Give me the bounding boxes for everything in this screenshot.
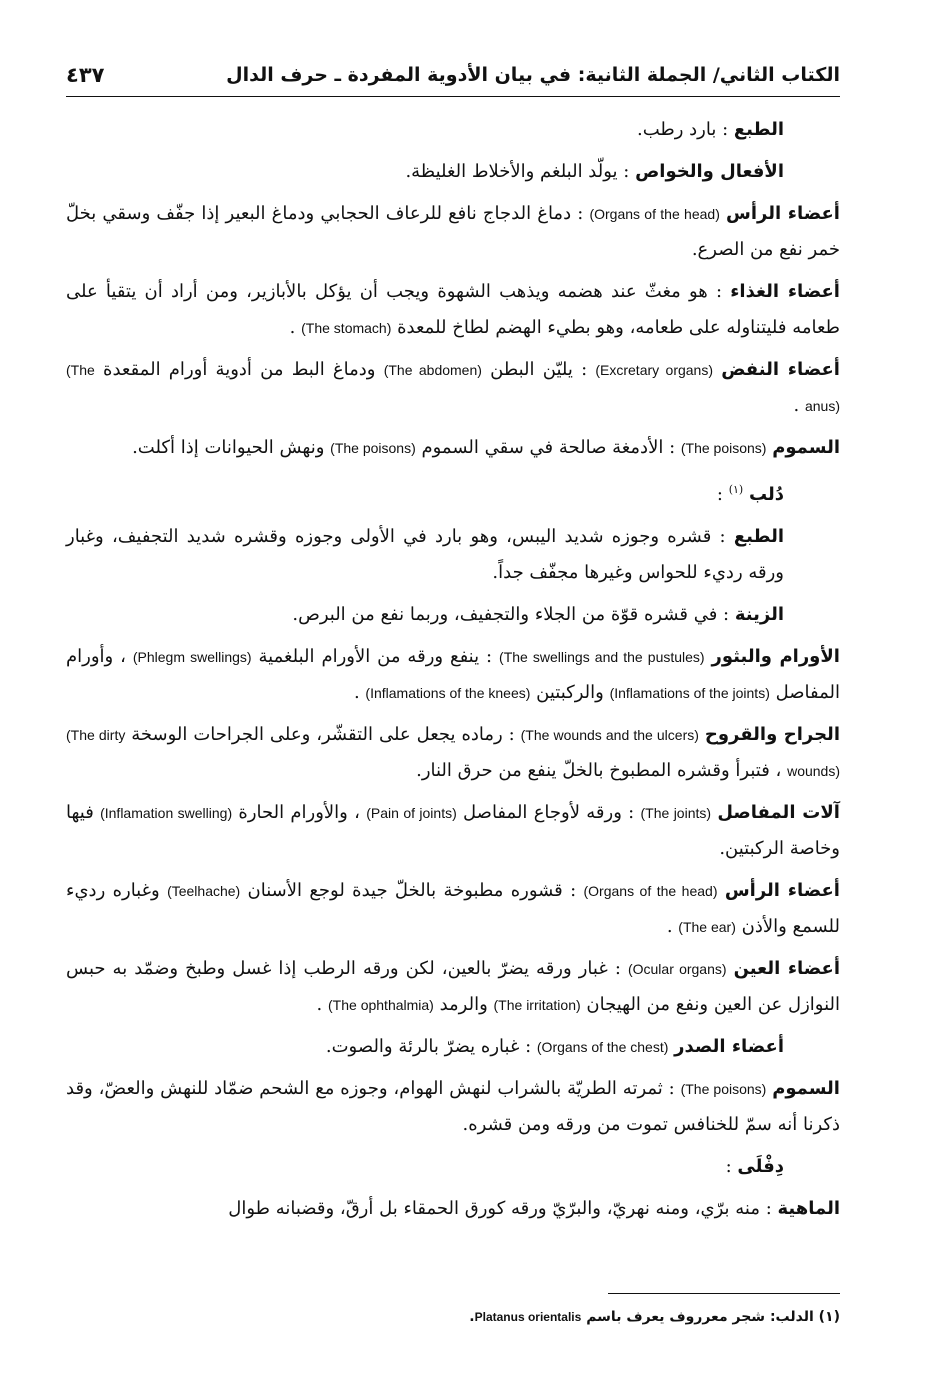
- section-term: الطبع: [733, 119, 784, 140]
- english-gloss: (Teelhache): [167, 883, 241, 899]
- entry-paragraph: [66, 1191, 840, 1227]
- section-term: الأورام والبثور: [711, 646, 840, 667]
- entry-text: : قشره وجوزه شديد اليبس، وهو بارد في الأولى وجوزه وقشره شديد التجفيف، وغبار ورقه رديء للحواس وغيرها مجفّف جداً.: [66, 526, 784, 583]
- english-gloss: (Organs of the head): [583, 883, 718, 899]
- english-gloss: (The ear): [678, 919, 736, 935]
- entry-paragraph: [66, 1071, 840, 1143]
- footnote-latin-name: Platanus orientalis: [474, 1310, 582, 1324]
- entry-text: .: [666, 916, 673, 937]
- english-gloss: (The wounds and the ulcers): [520, 727, 699, 743]
- page-number: ٤٣٧: [66, 63, 105, 87]
- entry-text: .: [793, 395, 800, 416]
- entry-text: .: [316, 994, 323, 1015]
- footnote-marker: (١): [818, 1309, 840, 1325]
- entry-heading: [66, 1149, 840, 1185]
- entry-text: ودماغ البط من أدوية أورام المقعدة: [103, 359, 376, 380]
- entry-text: : يولّد البلغم والأخلاط الغليظة.: [405, 161, 630, 182]
- entry-text: : هو مغثّ عند هضمه ويذهب الشهوة ويجب أن يؤكل بالأبازير، ومن أراد أن يتقيأ على طعامه فليتناوله على طعامه، وهو بطيء الهضم لطاخ للمعدة: [66, 281, 840, 338]
- entry-paragraph: [66, 519, 840, 591]
- english-gloss: (The joints): [640, 805, 712, 821]
- running-header: [66, 58, 840, 92]
- section-term: آلات المفاصل: [717, 802, 840, 823]
- entry-text: والرمد: [439, 994, 488, 1015]
- english-gloss: (The abdomen): [383, 362, 482, 378]
- english-gloss: (Ocular organs): [627, 961, 727, 977]
- drug-heading: دُلب: [748, 484, 784, 505]
- entry-text: : ورقه لأوجاع المفاصل: [463, 802, 635, 823]
- section-term: الجراح والقروح: [704, 724, 840, 745]
- english-gloss: (The ophthalmia): [328, 997, 434, 1013]
- entry-paragraph: [66, 951, 840, 1023]
- entry-text: : دماغ الدجاج نافع للرعاف الحجابي ودماغ البعير إذا جفّف وسقي بخلّ خمر نفع من الصرع.: [66, 203, 840, 260]
- entry-paragraph: [66, 873, 840, 945]
- entry-text: : الأدمغة صالحة في سقي السموم: [421, 437, 676, 458]
- english-gloss: (The dirty wounds): [66, 727, 840, 779]
- entry-text: : بارد رطب.: [637, 119, 729, 140]
- english-gloss: (The irritation): [493, 997, 581, 1013]
- entry-text: ونهش الحيوانات إذا أكلت.: [132, 437, 325, 458]
- section-term: أعضاء الصدر: [674, 1036, 784, 1057]
- page-body: [66, 112, 840, 1233]
- entry-text: :: [725, 1156, 732, 1177]
- english-gloss: (The poisons): [680, 1081, 767, 1097]
- entry-text: : يليّن البطن: [490, 359, 588, 380]
- entry-text: والركبتين: [536, 682, 604, 703]
- entry-paragraph: [66, 430, 840, 466]
- section-term: الزينة: [734, 604, 784, 625]
- entry-text: ، والأورام الحارة: [238, 802, 360, 823]
- entry-text: : رماده يجعل على التقشّر، وعلى الجراحات الوسخة: [131, 724, 515, 745]
- entry-paragraph: [66, 597, 840, 633]
- section-term: السموم: [772, 1078, 840, 1099]
- section-term: أعضاء الرأس: [724, 880, 840, 901]
- footnote-ref: (١): [728, 483, 744, 496]
- entry-text: .: [353, 682, 360, 703]
- running-title: الكتاب الثاني/ الجملة الثانية: في بيان الأدوية المفردة ـ حرف الدال: [226, 64, 840, 86]
- footnote-text: الدلب: شجر معرروف يعرف باسم: [586, 1309, 814, 1325]
- entry-text: : قشوره مطبوخة بالخلّ جيدة لوجع الأسنان: [247, 880, 577, 901]
- english-gloss: (The poisons): [680, 440, 767, 456]
- section-term: الطبع: [733, 526, 784, 547]
- section-term: أعضاء الغذاء: [730, 281, 840, 302]
- drug-heading: دِفْلَى: [737, 1156, 784, 1177]
- entry-paragraph: [66, 196, 840, 268]
- entry-text: :: [716, 484, 723, 505]
- entry-paragraph: [66, 795, 840, 867]
- entry-paragraph: [66, 274, 840, 346]
- english-gloss: (The anus): [66, 362, 840, 414]
- section-term: أعضاء الرأس: [726, 203, 840, 224]
- entry-text: : منه برّي، ومنه نهريّ، والبرّيّ ورقه كورق الحمقاء بل أرقّ، وقضبانه طوال: [228, 1198, 772, 1219]
- footnote-end: .: [469, 1309, 475, 1325]
- english-gloss: (The stomach): [301, 320, 392, 336]
- english-gloss: (Organs of the head): [589, 206, 720, 222]
- section-term: أعضاء العين: [733, 958, 841, 979]
- entry-paragraph: [66, 639, 840, 711]
- entry-paragraph: [66, 112, 840, 148]
- entry-paragraph: [66, 1029, 840, 1065]
- section-term: الماهية: [777, 1198, 840, 1219]
- section-term: أعضاء النفض: [721, 359, 840, 380]
- english-gloss: (Inflamation swelling): [100, 805, 233, 821]
- entry-text: ، وأورام المفاصل: [66, 646, 840, 703]
- entry-text: : غباره يضرّ بالرئة والصوت.: [325, 1036, 532, 1057]
- english-gloss: (The poisons): [330, 440, 416, 456]
- english-gloss: (The swellings and the pustules): [499, 649, 705, 665]
- entry-text: وغباره رديء للسمع والأذن: [66, 880, 840, 937]
- entry-paragraph: [66, 154, 840, 190]
- footnote-rule: [608, 1293, 840, 1294]
- entry-paragraph: [66, 717, 840, 789]
- entry-text: : ثمرته الطريّة بالشراب لنهش الهوام، وجوزه مع الشحم ضمّاد للنهش والعضّ، وقد ذكرنا أنه سمّ للخنافس تموت من ورقه ومن قشره.: [66, 1078, 840, 1135]
- english-gloss: (Excretary organs): [595, 362, 713, 378]
- english-gloss: (Pain of joints): [366, 805, 457, 821]
- header-rule: [66, 96, 840, 97]
- footnote: [66, 1305, 840, 1329]
- entry-text: .: [289, 317, 296, 338]
- section-term: السموم: [772, 437, 840, 458]
- entry-text: : ينفع ورقه من الأورام البلغمية: [258, 646, 493, 667]
- english-gloss: (Inflamations of the joints): [609, 685, 770, 701]
- english-gloss: (Phlegm swellings): [132, 649, 252, 665]
- entry-text: : في قشره قوّة من الجلاء والتجفيف، وربما نفع من البرص.: [292, 604, 730, 625]
- entry-text: : غبار ورقه يضرّ بالعين، لكن ورقه الرطب إذا غسل وطبخ وضمّد به حبس النوازل عن العين ونفع من الهيجان: [66, 958, 840, 1015]
- english-gloss: (Inflamations of the knees): [365, 685, 531, 701]
- entry-text: ، فتبرأ وقشره المطبوخ بالخلّ ينفع من حرق النار.: [416, 760, 782, 781]
- entry-paragraph: [66, 352, 840, 424]
- entry-heading: [66, 472, 840, 513]
- section-term: الأفعال والخواص: [635, 161, 784, 182]
- english-gloss: (Organs of the chest): [536, 1039, 669, 1055]
- entry-text: فيها وخاصة الركبتين.: [66, 802, 840, 859]
